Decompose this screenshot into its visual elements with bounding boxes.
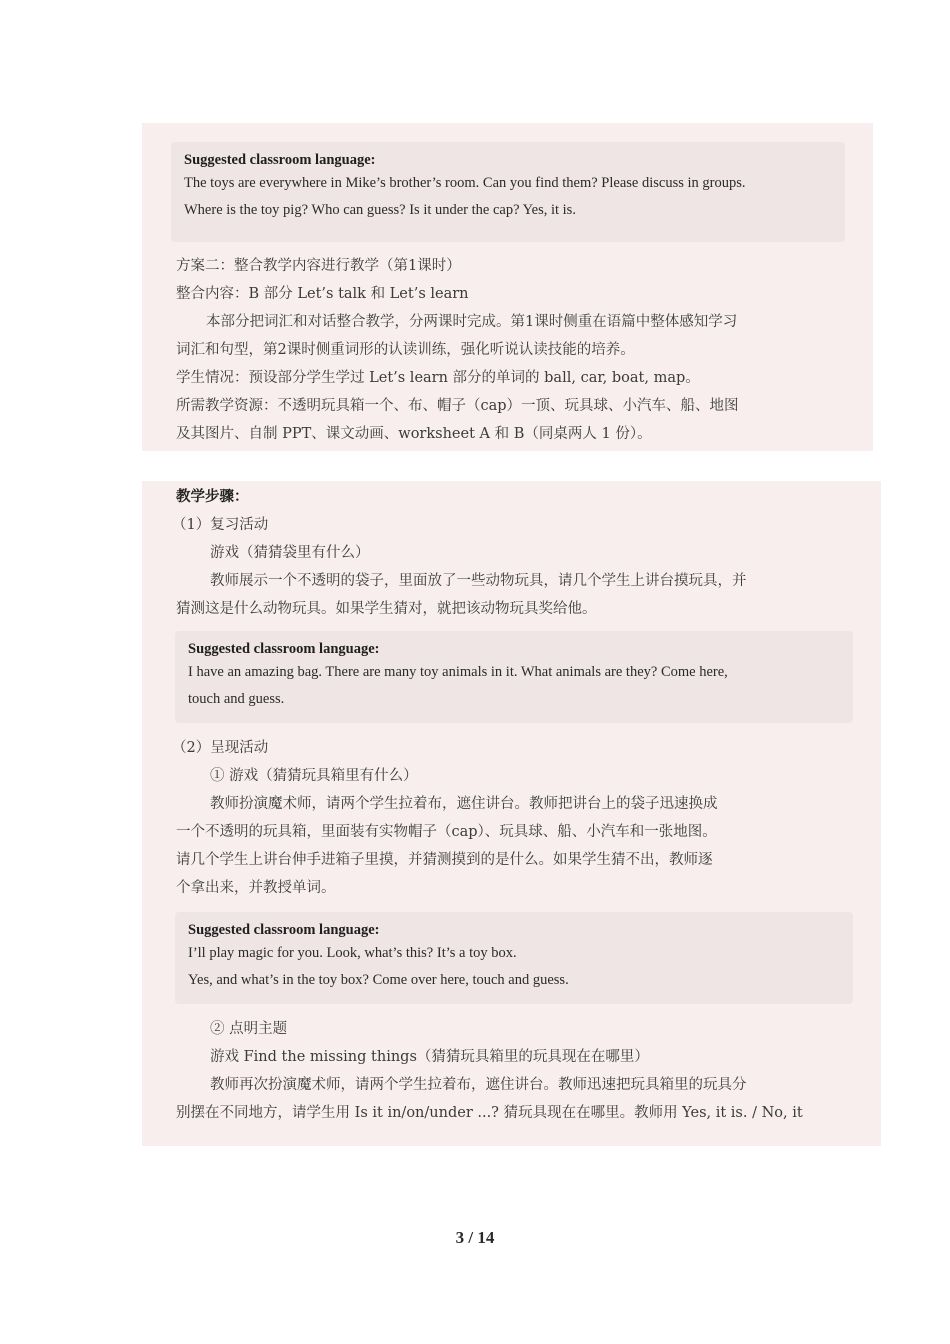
box-line: I’ll play magic for you. Look, what’s this? It’s a toy box.	[188, 945, 517, 961]
content-label: 整合内容：B 部分 Let’s talk 和 Let’s learn	[176, 286, 469, 302]
box-line: Where is the toy pig? Who can guess? Is it under the cap? Yes, it is.	[184, 202, 576, 218]
plan-title: 方案二：整合教学内容进行教学（第1课时）	[176, 258, 461, 274]
suggested-language-box-2	[175, 631, 853, 723]
paragraph-line: 个拿出来，并教授单词。	[176, 880, 336, 896]
scan-panel-2	[142, 481, 881, 1146]
game-title: 游戏 Find the missing things（猜猜玩具箱里的玩具现在在哪里）	[210, 1049, 649, 1065]
page-number: 3 / 14	[455, 1228, 495, 1247]
game-title: 游戏（猜猜袋里有什么）	[210, 545, 370, 561]
paragraph-line: 别摆在不同地方，请学生用 Is it in/on/under ...? 猜玩具现在在哪里。教师用 Yes, it is. / No, it	[176, 1105, 803, 1121]
paragraph-line: 教师再次扮演魔术师，请两个学生拉着布，遮住讲台。教师迅速把玩具箱里的玩具分	[210, 1077, 747, 1093]
box-title: Suggested classroom language:	[184, 152, 376, 168]
resources-line: 所需教学资源：不透明玩具箱一个、布、帽子（cap）一顶、玩具球、小汽车、船、地图	[176, 398, 739, 414]
box-title: Suggested classroom language:	[188, 641, 380, 657]
theme-heading: ② 点明主题	[210, 1021, 288, 1037]
scan-panel-1	[142, 123, 873, 451]
step-heading: （2）呈现活动	[172, 740, 269, 756]
paragraph-line: 词汇和句型，第2课时侧重词形的认读训练，强化听说认读技能的培养。	[176, 342, 635, 358]
suggested-language-box-3	[175, 912, 853, 1004]
box-title: Suggested classroom language:	[188, 922, 380, 938]
paragraph-line: 本部分把词汇和对话整合教学，分两课时完成。第1课时侧重在语篇中整体感知学习	[206, 314, 738, 330]
game-title: ① 游戏（猜猜玩具箱里有什么）	[210, 768, 418, 784]
box-line: Yes, and what’s in the toy box? Come over here, touch and guess.	[188, 972, 569, 988]
paragraph-line: 请几个学生上讲台伸手进箱子里摸，并猜测摸到的是什么。如果学生猜不出，教师逐	[176, 852, 713, 868]
paragraph-line: 教师扮演魔术师，请两个学生拉着布，遮住讲台。教师把讲台上的袋子迅速换成	[210, 796, 718, 812]
box-line: I have an amazing bag. There are many toy animals in it. What animals are they? Come here,	[188, 664, 728, 680]
step-heading: （1）复习活动	[172, 517, 269, 533]
students-info: 学生情况：预设部分学生学过 Let’s learn 部分的单词的 ball, car, boat, map。	[176, 370, 700, 386]
paragraph-line: 猜测这是什么动物玩具。如果学生猜对，就把该动物玩具奖给他。	[176, 601, 597, 617]
box-line: touch and guess.	[188, 691, 285, 707]
resources-line: 及其图片、自制 PPT、课文动画、worksheet A 和 B（同桌两人 1 份）。	[176, 426, 652, 442]
steps-title: 教学步骤：	[176, 488, 249, 505]
box-line: The toys are everywhere in Mike’s brother’s room. Can you find them? Please discuss in groups.	[184, 175, 746, 191]
paragraph-line: 一个不透明的玩具箱，里面装有实物帽子（cap）、玩具球、船、小汽车和一张地图。	[176, 824, 717, 840]
suggested-language-box-1	[171, 142, 845, 242]
paragraph-line: 教师展示一个不透明的袋子，里面放了一些动物玩具，请几个学生上讲台摸玩具，并	[210, 573, 747, 589]
